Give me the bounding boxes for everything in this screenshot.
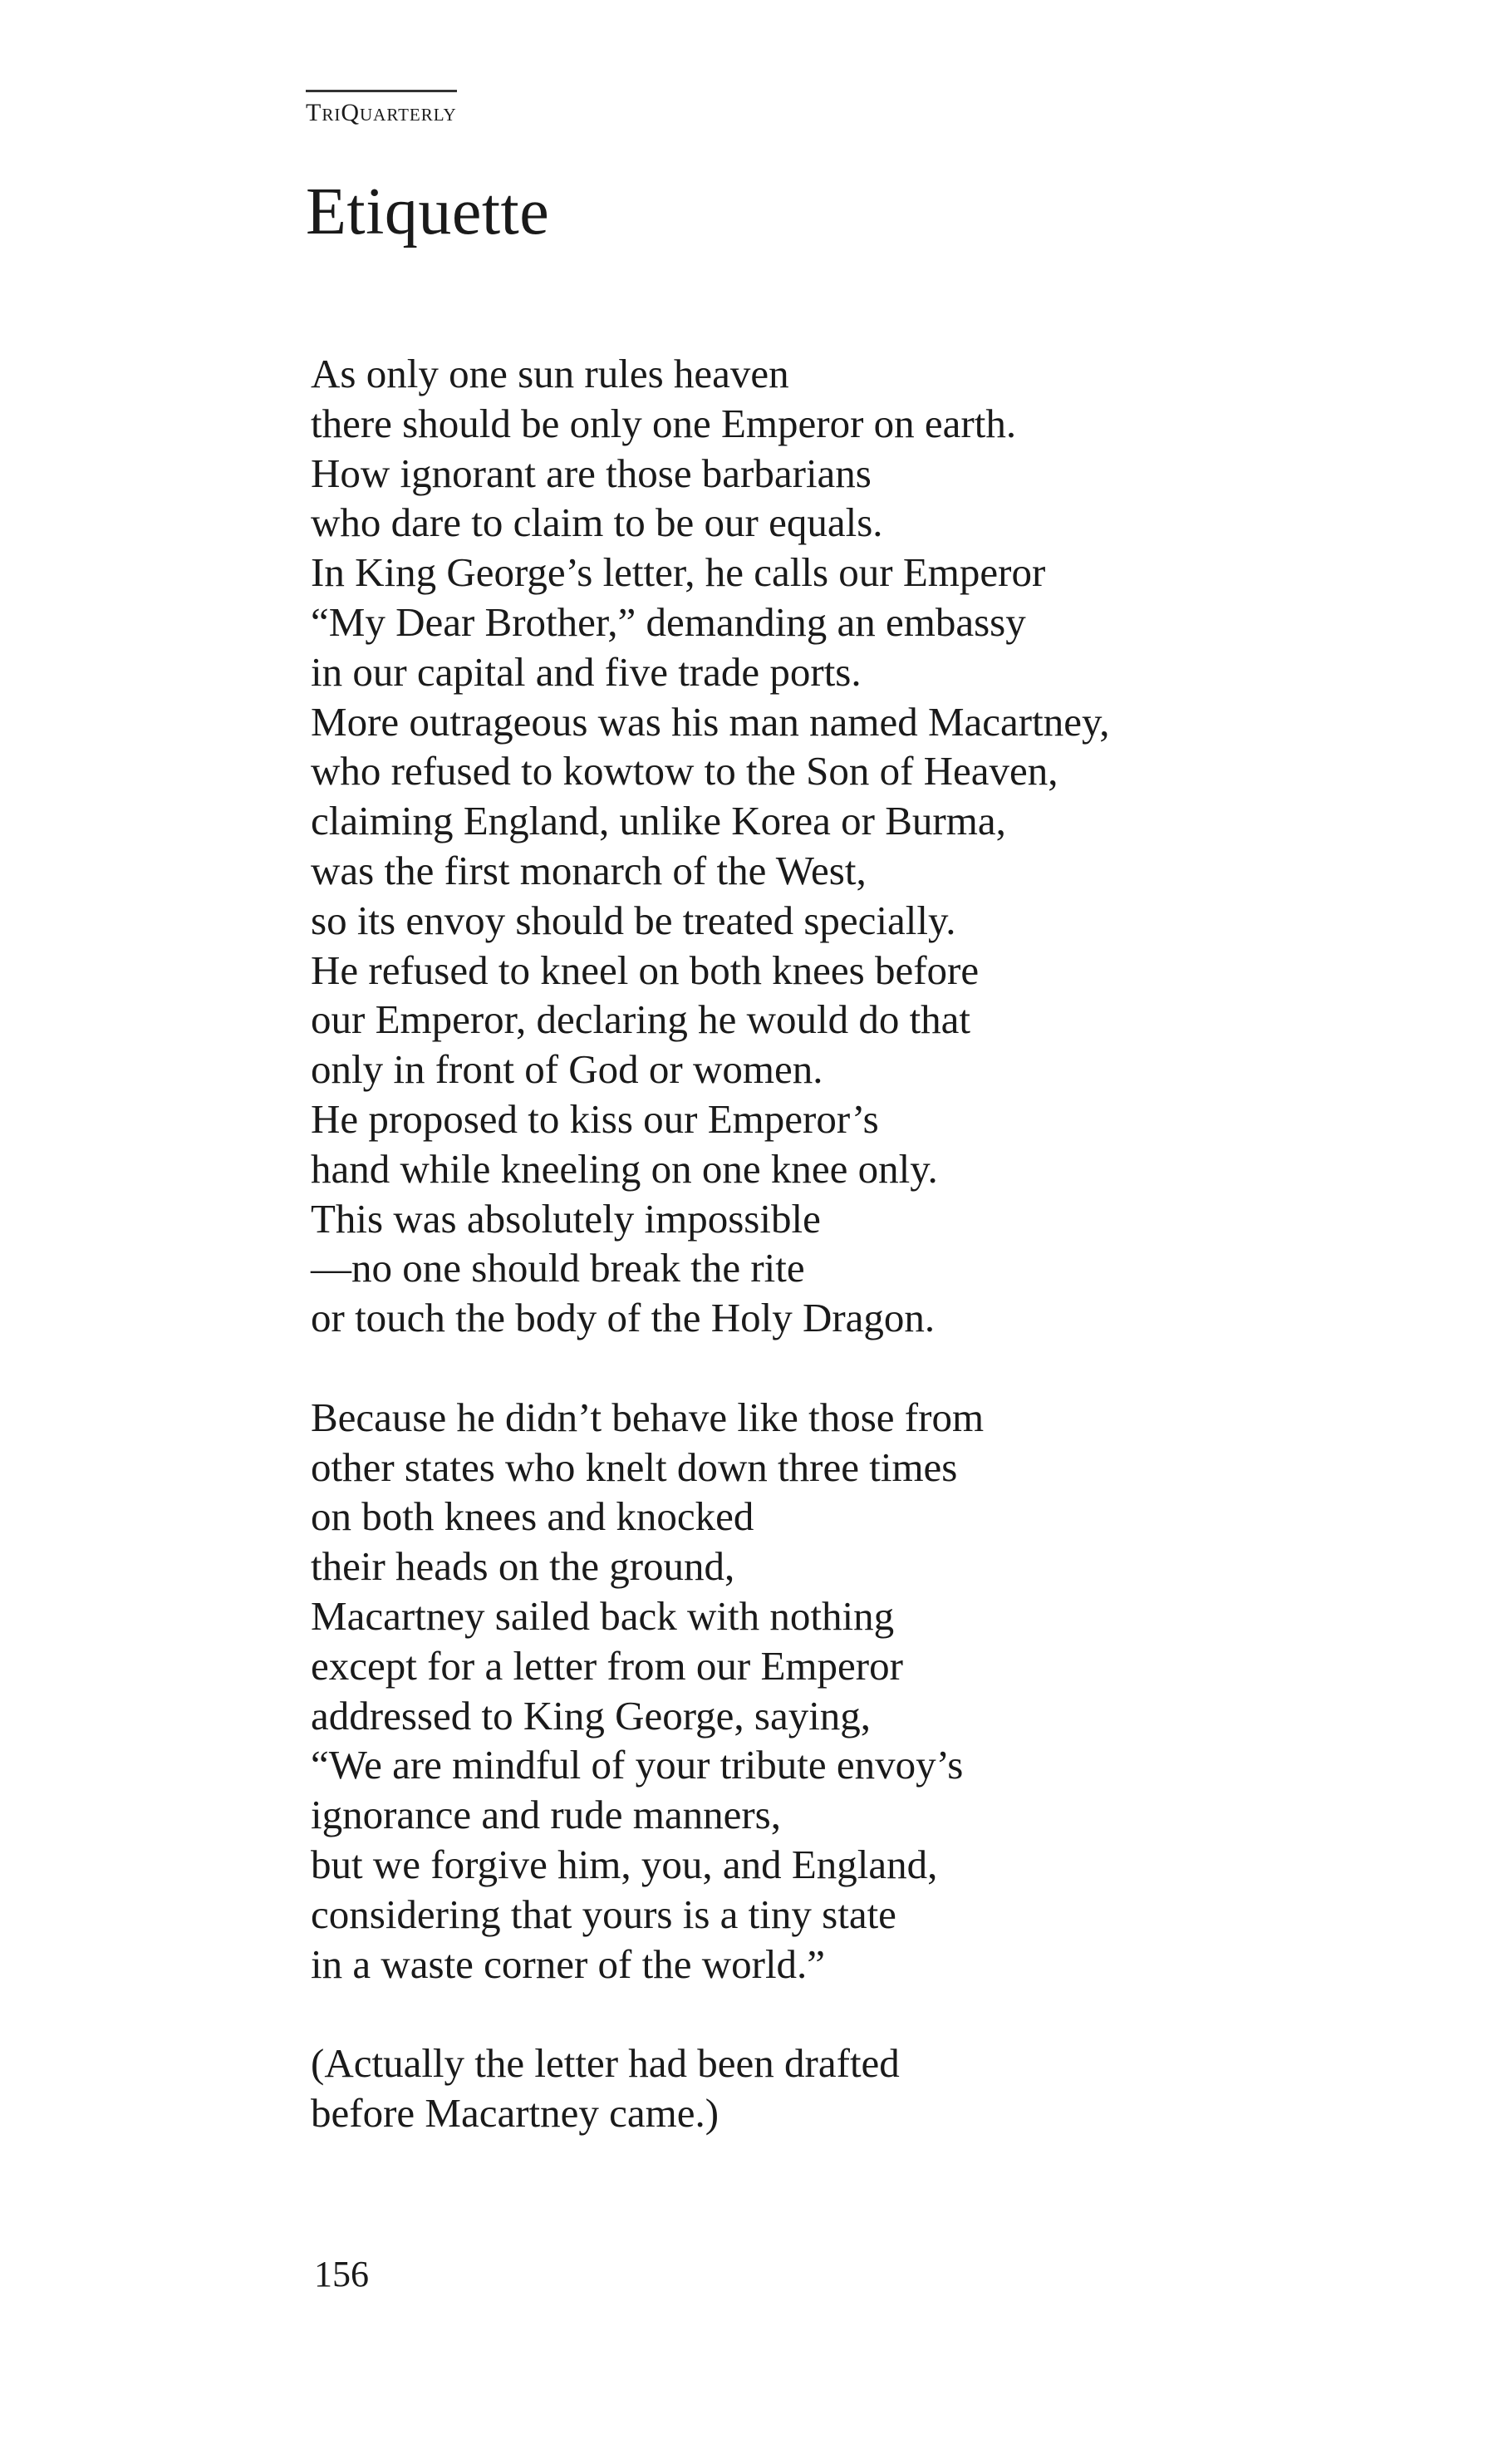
poem-line: In King George’s letter, he calls our Emperor [311, 549, 1046, 596]
poem-line: but we forgive him, you, and England, [311, 1841, 938, 1887]
poem-line: addressed to King George, saying, [311, 1692, 872, 1739]
poem-line: or touch the body of the Holy Dragon. [311, 1295, 936, 1341]
poem-title: Etiquette [306, 175, 550, 248]
poem-line: was the first monarch of the West, [311, 847, 867, 893]
poem-line: other states who knelt down three times [311, 1443, 958, 1490]
poem-line: their heads on the ground, [311, 1543, 735, 1590]
poem-line: “My Dear Brother,” demanding an embassy [311, 598, 1026, 645]
poem-line: our Emperor, declaring he would do that [311, 996, 971, 1043]
poem-line: He refused to kneel on both knees before [311, 947, 980, 993]
poem-line: in our capital and five trade ports. [311, 648, 862, 695]
poem-line: claiming England, unlike Korea or Burma, [311, 798, 1006, 844]
poem-line: —no one should break the rite [311, 1245, 805, 1291]
stanza-2 [311, 1393, 1432, 1989]
poem-line: in a waste corner of the world.” [311, 1940, 826, 1987]
poem-line: As only one sun rules heaven [311, 351, 789, 396]
poem-line: who refused to kowtow to the Son of Heaven, [311, 748, 1058, 794]
poem-line: (Actually the letter had been drafted [311, 2040, 900, 2087]
poem-line: ignorance and rude manners, [311, 1792, 781, 1838]
poem-line: Macartney sailed back with nothing [311, 1592, 895, 1639]
poem-line: hand while kneeling on one knee only. [311, 1145, 938, 1192]
poem-line: who dare to claim to be our equals. [311, 499, 883, 546]
running-head: TriQuarterly [306, 90, 457, 125]
poem-line: before Macartney came.) [311, 2089, 719, 2136]
poem-line: considering that yours is a tiny state [311, 1891, 896, 1937]
poem-line: This was absolutely impossible [311, 1195, 821, 1242]
poem-line: except for a letter from our Emperor [311, 1642, 903, 1689]
poem-line: How ignorant are those barbarians [311, 450, 872, 496]
stanza-1 [311, 349, 1432, 1343]
poem-line: He proposed to kiss our Emperor’s [311, 1095, 879, 1142]
poem-line: More outrageous was his man named Macartney, [311, 698, 1110, 745]
poem-line: there should be only one Emperor on earth. [311, 400, 1017, 446]
poem-body [311, 349, 1432, 2138]
page-number: 156 [314, 2254, 369, 2294]
poem-line: only in front of God or women. [311, 1046, 823, 1093]
stanza-3 [311, 2039, 1432, 2138]
poem-line: so its envoy should be treated specially. [311, 897, 956, 943]
poem-line: on both knees and knocked [311, 1493, 754, 1540]
poem-line: Because he didn’t behave like those from [311, 1394, 985, 1440]
poem-line: “We are mindful of your tribute envoy’s [311, 1742, 964, 1788]
